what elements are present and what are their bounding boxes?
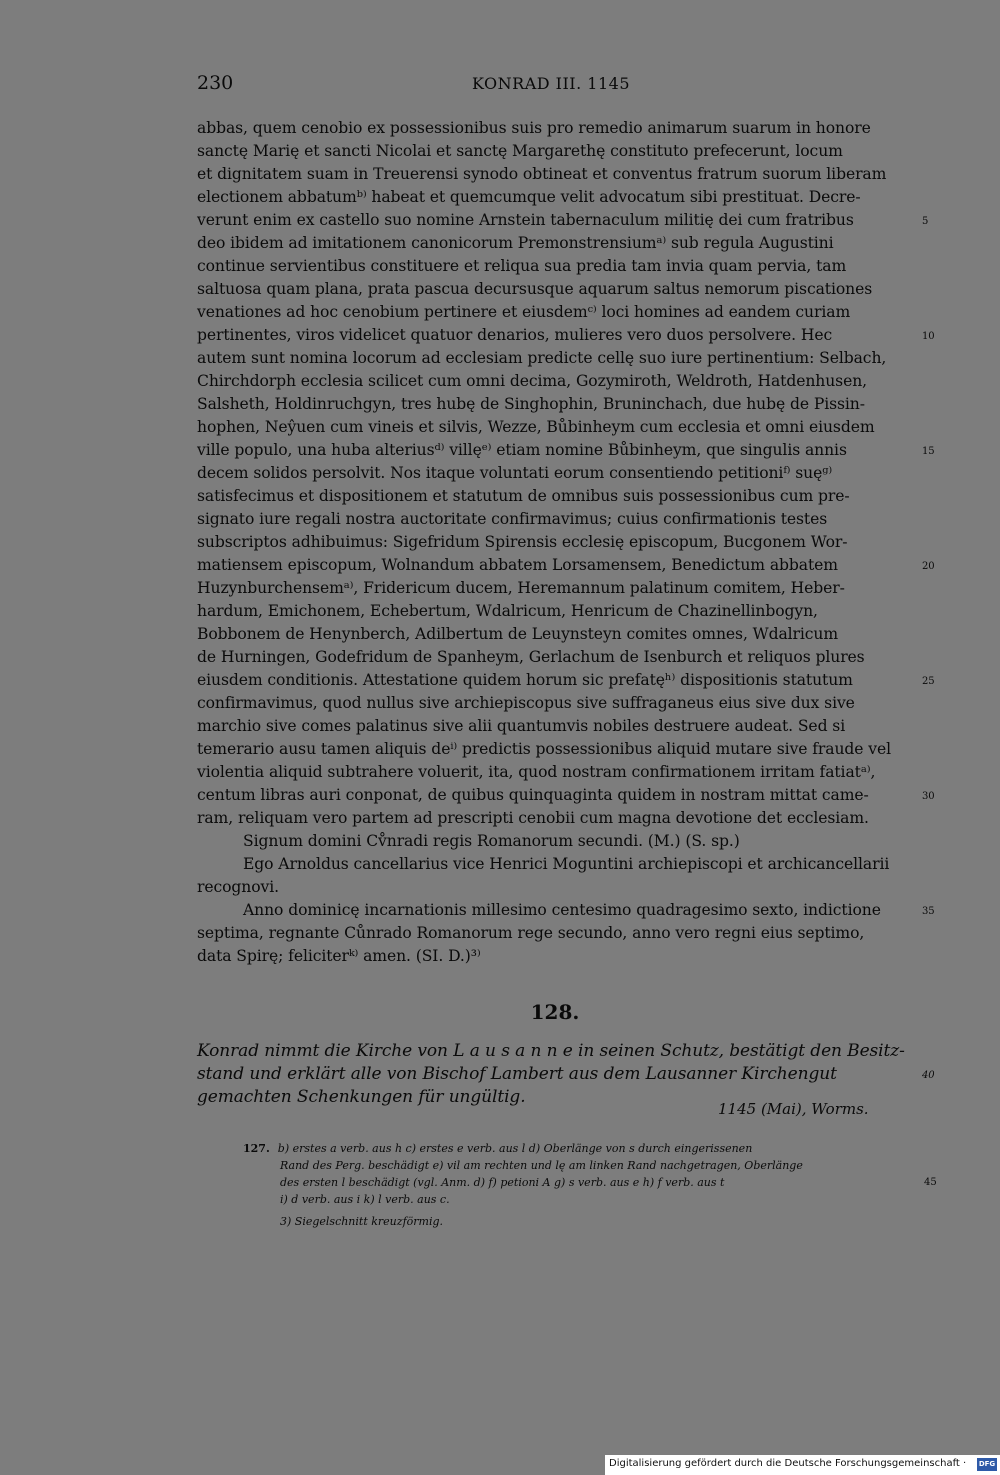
charter-line-text: verunt enim ex castello suo nomine Arnstein tabernaculum militię dei cum fratribus xyxy=(197,211,854,229)
charter-line xyxy=(197,807,915,830)
note-line xyxy=(243,1140,923,1157)
charter-line xyxy=(197,738,915,761)
charter-line-text: ram, reliquam vero partem ad prescripti cenobii cum magna devotione det ecclesiam. xyxy=(197,809,869,827)
charter-line-text: electionem abbatumᵇ⁾ habeat et quemcumque velit advocatum sibi prestituat. Decre- xyxy=(197,188,861,206)
line-number: 30 xyxy=(922,791,935,802)
charter-line xyxy=(197,255,915,278)
charter-line xyxy=(197,209,929,232)
charter-line xyxy=(197,232,915,255)
charter-line xyxy=(197,945,915,968)
charter-line xyxy=(197,393,915,416)
charter-text xyxy=(197,117,935,968)
charter-line xyxy=(197,140,915,163)
footer-text: Digitalisierung gefördert durch die Deutsche Forschungsgemeinschaft · xyxy=(609,1458,967,1469)
charter-line-text: deo ibidem ad imitationem canonicorum Premonstrensiumᵃ⁾ sub regula Augustini xyxy=(197,234,834,252)
note-text: i) d verb. aus i k) l verb. aus c. xyxy=(280,1193,450,1206)
charter-line-text: sanctę Marię et sancti Nicolai et sanctę Margarethę constituto prefecerunt, locum xyxy=(197,142,843,160)
charter-line-text: subscriptos adhibuimus: Sigefridum Spirensis ecclesię episcopum, Bucgonem Wor- xyxy=(197,533,848,551)
charter-line-text: septima, regnante Cůnrado Romanorum rege secundo, anno vero regni eius septimo, xyxy=(197,924,865,942)
digitization-footer xyxy=(605,1455,1000,1475)
charter-line xyxy=(197,830,915,853)
regest-line xyxy=(197,1040,915,1063)
charter-line xyxy=(197,669,935,692)
charter-line-text: confirmavimus, quod nullus sive archiepiscopus sive suffraganeus eius sive dux sive xyxy=(197,694,855,712)
charter-line-text: saltuosa quam plana, prata pascua decursusque aquarum saltus nemorum piscationes xyxy=(197,280,873,298)
running-title: KONRAD III. 1145 xyxy=(472,74,631,93)
charter-line-text: abbas, quem cenobio ex possessionibus suis pro remedio animarum suarum in honore xyxy=(197,119,871,137)
line-number: 25 xyxy=(922,676,935,687)
source-note: 3) Siegelschnitt kreuzförmig. xyxy=(280,1215,444,1228)
charter-line xyxy=(197,876,915,899)
charter-line xyxy=(197,186,915,209)
note-line xyxy=(243,1174,937,1191)
note-reference: 127. xyxy=(243,1142,270,1155)
charter-line xyxy=(197,692,915,715)
charter-line xyxy=(197,577,915,600)
place-date: 1145 (Mai), Worms. xyxy=(718,1100,869,1118)
charter-line-text: autem sunt nomina locorum ad ecclesiam predicte cellę suo iure pertinentium: Selbach, xyxy=(197,349,887,367)
charter-line-text: satisfecimus et dispositionem et statutum de omnibus suis possessionibus cum pre- xyxy=(197,487,850,505)
charter-line-text: marchio sive comes palatinus sive alii quantumvis nobiles destruere audeat. Sed si xyxy=(197,717,846,735)
charter-line-text: recognovi. xyxy=(197,878,279,896)
charter-line-text: Huzynburchensemᵃ⁾, Fridericum ducem, Heremannum palatinum comitem, Heber- xyxy=(197,579,845,597)
charter-line xyxy=(197,899,935,922)
regest-line-text: Konrad nimmt die Kirche von L a u s a n n e in seinen Schutz, bestätigt den Besitz- xyxy=(197,1041,905,1061)
line-number: 40 xyxy=(922,1070,935,1081)
charter-line xyxy=(197,301,915,324)
charter-line-text: pertinentes, viros videlicet quatuor denarios, mulieres vero duos persolvere. Hec xyxy=(197,326,833,344)
note-line xyxy=(243,1157,923,1174)
charter-line xyxy=(197,347,915,370)
charter-line-text: data Spirę; feliciterᵏ⁾ amen. (SI. D.)³⁾ xyxy=(197,947,481,965)
charter-line xyxy=(197,485,915,508)
charter-line-text: venationes ad hoc cenobium pertinere et eiusdemᶜ⁾ loci homines ad eandem curiam xyxy=(197,303,851,321)
charter-line-text: decem solidos persolvit. Nos itaque voluntati eorum consentiendo petitioniᶠ⁾ suęᵍ⁾ xyxy=(197,464,833,482)
charter-line xyxy=(197,554,935,577)
charter-line xyxy=(197,646,915,669)
dfg-logo: DFG xyxy=(977,1458,997,1471)
regest-line-text: stand und erklärt alle von Bischof Lambert aus dem Lausanner Kirchengut xyxy=(197,1064,837,1084)
charter-line-text: ville populo, una huba alteriusᵈ⁾ villęᵉ⁾ etiam nomine Bůbinheym, que singulis annis xyxy=(197,441,847,459)
charter-line xyxy=(197,761,915,784)
note-text: Rand des Perg. beschädigt e) vil am rechten und lę am linken Rand nachgetragen, Oberlänge xyxy=(280,1159,803,1172)
note-text: b) erstes a verb. aus h c) erstes e verb. aus l d) Oberlänge von s durch eingerissenen xyxy=(277,1142,753,1155)
charter-line xyxy=(197,715,915,738)
charter-line xyxy=(197,416,915,439)
charter-line-text: Bobbonem de Henynberch, Adilbertum de Leuynsteyn comites omnes, Wdalricum xyxy=(197,625,839,643)
charter-line xyxy=(197,623,915,646)
charter-line xyxy=(197,324,935,347)
charter-line xyxy=(197,462,915,485)
regest-line-text: gemachten Schenkungen für ungültig. xyxy=(197,1087,526,1107)
charter-line xyxy=(197,784,935,807)
charter-line-text: Anno dominicę incarnationis millesimo centesimo quadragesimo sexto, indictione xyxy=(243,901,881,919)
charter-line-text: eiusdem conditionis. Attestatione quidem horum sic prefatęʰ⁾ dispositionis statutum xyxy=(197,671,853,689)
note-text: des ersten l beschädigt (vgl. Anm. d) f) petioni A g) s verb. aus e h) f verb. aus t xyxy=(280,1176,725,1189)
charter-line-text: violentia aliquid subtrahere voluerit, ita, quod nostram confirmationem irritam fatiatᵃ⁾, xyxy=(197,763,876,781)
textual-notes xyxy=(243,1140,937,1208)
charter-line-text: temerario ausu tamen aliquis deⁱ⁾ predictis possessionibus aliquid mutare sive fraude vel xyxy=(197,740,892,758)
charter-line xyxy=(197,278,915,301)
line-number: 5 xyxy=(922,216,929,227)
charter-line xyxy=(197,117,915,140)
charter-line-text: hardum, Emichonem, Echebertum, Wdalricum, Henricum de Chazinellinbogyn, xyxy=(197,602,818,620)
charter-line-text: de Hurningen, Godefridum de Spanheym, Gerlachum de Isenburch et reliquos plures xyxy=(197,648,865,666)
charter-line xyxy=(197,531,915,554)
charter-line xyxy=(197,508,915,531)
charter-line-text: hophen, Neŷuen cum vineis et silvis, Wezze, Bůbinheym cum ecclesia et omni eiusdem xyxy=(197,418,875,436)
line-number: 45 xyxy=(924,1177,937,1188)
charter-line xyxy=(197,439,935,462)
regest-line xyxy=(197,1063,935,1086)
charter-line xyxy=(197,600,915,623)
charter-line-text: Chirchdorph ecclesia scilicet cum omni decima, Gozymiroth, Weldroth, Hatdenhusen, xyxy=(197,372,868,390)
charter-line xyxy=(197,922,915,945)
page-number: 230 xyxy=(197,72,234,94)
line-number: 20 xyxy=(922,561,935,572)
charter-line xyxy=(197,370,915,393)
note-line xyxy=(243,1191,923,1208)
document-number: 128. xyxy=(530,1000,580,1024)
line-number: 10 xyxy=(922,331,935,342)
page-header xyxy=(197,72,915,100)
charter-line-text: et dignitatem suam in Treuerensi synodo obtineat et conventus fratrum suorum liberam xyxy=(197,165,887,183)
charter-line-text: Ego Arnoldus cancellarius vice Henrici Moguntini archiepiscopi et archicancellarii xyxy=(243,855,890,873)
charter-line xyxy=(197,853,915,876)
charter-line-text: centum libras auri conponat, de quibus quinquaginta quidem in nostram mittat came- xyxy=(197,786,869,804)
charter-line-text: signato iure regali nostra auctoritate confirmavimus; cuius confirmationis testes xyxy=(197,510,828,528)
charter-line-text: continue servientibus constituere et reliqua sua predia tam invia quam pervia, tam xyxy=(197,257,847,275)
charter-line xyxy=(197,163,915,186)
charter-line-text: Signum domini Cv̊nradi regis Romanorum secundi. (M.) (S. sp.) xyxy=(243,832,740,850)
regest xyxy=(197,1040,935,1109)
line-number: 15 xyxy=(922,446,935,457)
charter-line-text: Salsheth, Holdinruchgyn, tres hubę de Singhophin, Bruninchach, due hubę de Pissin- xyxy=(197,395,865,413)
charter-line-text: matiensem episcopum, Wolnandum abbatem Lorsamensem, Benedictum abbatem xyxy=(197,556,838,574)
line-number: 35 xyxy=(922,906,935,917)
